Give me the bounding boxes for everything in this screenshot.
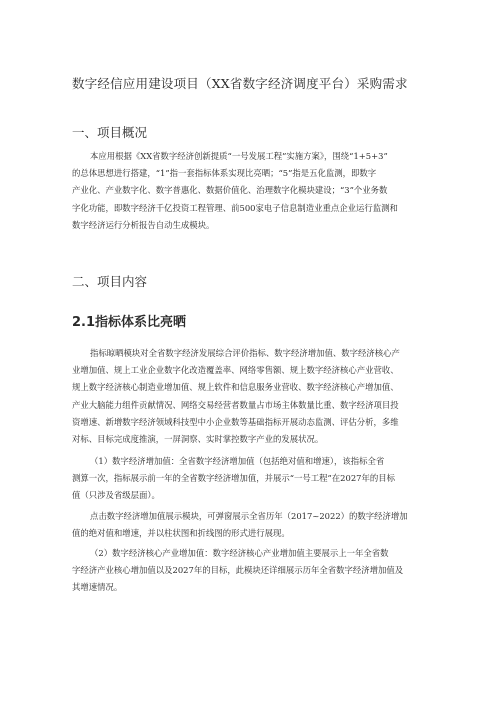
text-line: 字经济产业核心增加值以及2027年的目标，此模块还详细展示历年全省数字经济增加值及 bbox=[72, 565, 404, 576]
text-line: （2）数字经济核心产业增加值：数字经济核心产业增加值主要展示上一年全省数 bbox=[90, 548, 389, 558]
text-line: 业增加值、规上工业企业数字化改造覆盖率、网络零售额、规上数字经济核心产业营收、 bbox=[72, 365, 399, 376]
text-line: 字化功能，即数字经济千亿投资工程管理、前500家电子信息制造业重点企业运行监测和 bbox=[72, 202, 398, 213]
text-line: 资增速、新增数字经济领域科技型中小企业数等基础指标开展动态监测、评估分析，多维 bbox=[72, 416, 399, 427]
text-line: 产业化、产业数字化、数字普惠化、数据价值化、治理数字化模块建设；“3”个业务数 bbox=[72, 185, 388, 196]
text-line: 对标、目标完成度推演，一屏洞察、实时掌控数字产业的发展状况。 bbox=[72, 434, 324, 445]
paragraph-core-industry-value bbox=[72, 545, 436, 597]
paragraph-overview bbox=[72, 148, 436, 234]
text-line: 值的绝对值和增速，并以柱状图和折线图的形式进行展现。 bbox=[72, 528, 290, 539]
text-line: （1）数字经济增加值：全省数字经济增加值（包括绝对值和增速），该指标全省 bbox=[90, 456, 385, 466]
section-heading-content: 二、项目内容 bbox=[72, 274, 148, 289]
text-line: 其增速情况。 bbox=[72, 582, 123, 593]
text-line: 数字经济运行分析报告自动生成模块。 bbox=[72, 219, 215, 230]
text-line: 值（只涉及省级层面）。 bbox=[72, 490, 160, 501]
paragraph-digital-economy-value bbox=[72, 453, 436, 505]
subsection-heading-indicators: 2.1指标体系比亮晒 bbox=[72, 315, 187, 330]
text-line: 规上数字经济核心制造业增加值、规上软件和信息服务业营收、数字经济核心产增加值、 bbox=[72, 382, 399, 393]
text-line: 点击数字经济增加值展示模块，可弹窗展示全省历年（2017~2022）的数字经济增加 bbox=[90, 511, 408, 521]
text-line: 的总体思想进行搭建，“1”指一套指标体系实现比亮晒；“5”指是五化监测，即数字 bbox=[72, 168, 377, 179]
section-heading-overview: 一、项目概况 bbox=[72, 125, 148, 140]
text-line: 测算一次，指标展示前一年的全省数字经济增加值，并展示“一号工程”在2027年的目标 bbox=[72, 473, 395, 484]
text-line: 本应用根据《XX省数字经济创新提质“一号发展工程”实施方案》，围绕“1+5+3” bbox=[90, 151, 388, 161]
text-line: 指标晾晒模块对全省数字经济发展综合评价指标、数字经济增加值、数字经济核心产 bbox=[90, 348, 400, 358]
document-title: 数字经信应用建设项目（XX省数字经济调度平台）采购需求 bbox=[72, 76, 408, 91]
paragraph-popup-description bbox=[72, 508, 436, 542]
text-line: 产业大脑能力组件贡献情况、网络交易经营者数量占市场主体数量比重、数字经济项目投 bbox=[72, 399, 399, 410]
paragraph-indicators bbox=[72, 345, 436, 448]
